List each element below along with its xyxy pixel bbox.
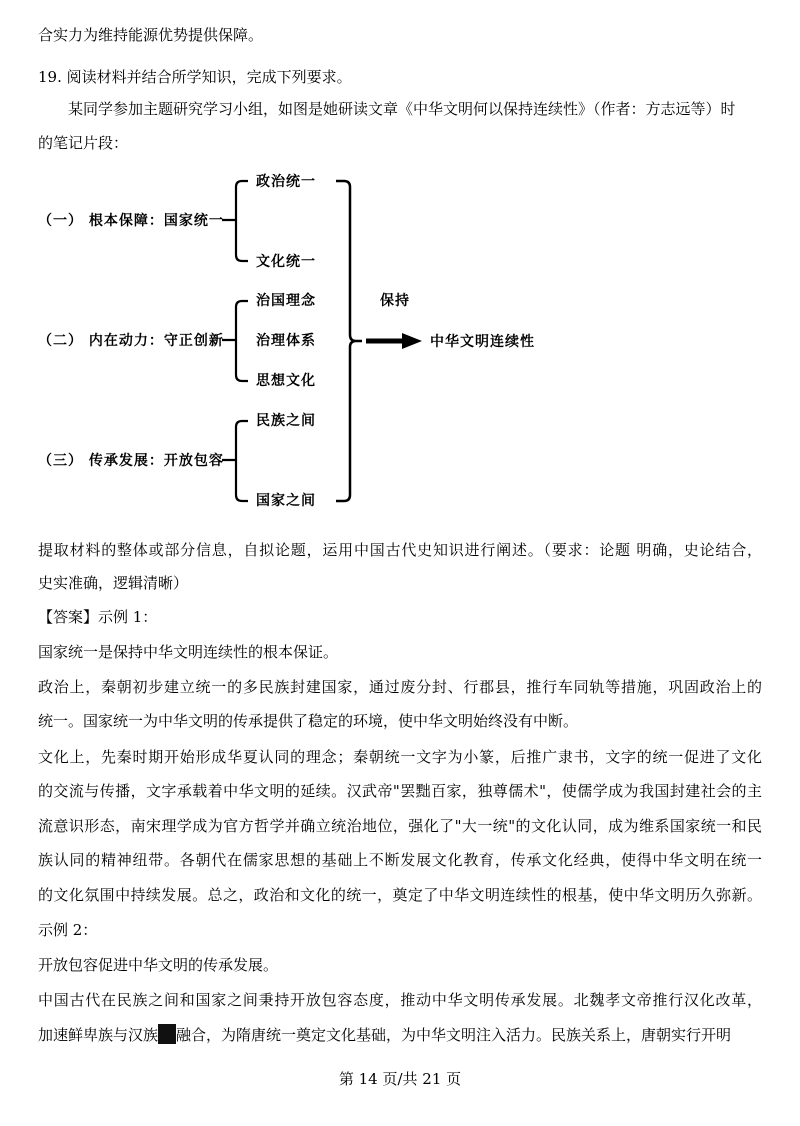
redaction-block bbox=[158, 1024, 176, 1044]
group1-item: 文化统一 bbox=[256, 254, 316, 270]
group2-label: （二） 内在动力：守正创新 bbox=[38, 333, 224, 349]
answer-paragraph-line: 族认同的精神纽带。各朝代在儒家思想的基础上不断发展文化教育，传承文化经典，使得中华文明在统一 bbox=[38, 851, 762, 869]
text-segment: 融合，为隋唐统一奠定文化基础，为中华文明注入活力。民族关系上，唐朝实行开明 bbox=[176, 1026, 732, 1044]
page-footer: 第 14 页/共 21 页 bbox=[338, 1070, 462, 1088]
answer-thesis-2: 开放包容促进中华文明的传承发展。 bbox=[38, 956, 279, 974]
answer-paragraph-line: 统一。国家统一为中华文明的传承提供了稳定的环境，使中华文明始终没有中断。 bbox=[38, 712, 579, 730]
group3-label: （三） 传承发展：开放包容 bbox=[38, 453, 224, 469]
question-number: 19. 阅读材料并结合所学知识，完成下列要求。 bbox=[38, 68, 352, 86]
question-intro-cont: 的笔记片段： bbox=[38, 134, 129, 152]
group1-label: （一） 根本保障：国家统一 bbox=[38, 213, 224, 229]
target-label: 中华文明连续性 bbox=[430, 334, 535, 350]
arrowhead-icon bbox=[402, 333, 422, 349]
answer-label: 【答案】示例 1： bbox=[38, 608, 158, 626]
group2-item: 治理体系 bbox=[256, 333, 316, 349]
answer-paragraph-line: 中国古代在民族之间和国家之间秉持开放包容态度，推动中华文明传承发展。北魏孝文帝推行汉化改革， bbox=[38, 991, 762, 1009]
answer-paragraph-line: 政治上，秦朝初步建立统一的多民族封建国家，通过废分封、行郡县，推行车同轨等措施，巩固政治上的 bbox=[38, 678, 762, 696]
keep-label: 保持 bbox=[380, 293, 410, 309]
answer-paragraph-line: 的文化氛围中持续发展。总之，政治和文化的统一，奠定了中华文明连续性的根基，使中华文明历久弥新。 bbox=[38, 886, 762, 904]
group1-item: 政治统一 bbox=[256, 174, 316, 190]
text-segment: 加速鲜卑族与汉族 bbox=[38, 1026, 159, 1044]
answer-paragraph-line: 文化上，先秦时期开始形成华夏认同的理念；秦朝统一文字为小篆，后推广隶书，文字的统一促进了文化 bbox=[38, 748, 762, 766]
answer-paragraph-line bbox=[38, 1024, 731, 1045]
answer-paragraph-line: 流意识形态，南宋理学成为官方哲学并确立统治地位，强化了"大一统"的文化认同，成为维系国家统一和民 bbox=[38, 817, 762, 835]
main-bracket bbox=[336, 181, 362, 501]
group3-bracket bbox=[222, 421, 248, 501]
group1-bracket bbox=[222, 181, 248, 261]
answer-paragraph-line: 的交流与传播，文字承载着中华文明的延续。汉武帝"罢黜百家，独尊儒术"，使儒学成为我国封建社会的主 bbox=[38, 782, 762, 800]
group2-item: 治国理念 bbox=[256, 293, 316, 309]
text-line: 合实力为维持能源优势提供保障。 bbox=[38, 26, 264, 44]
group3-item: 民族之间 bbox=[256, 413, 316, 429]
notes-diagram bbox=[36, 165, 596, 515]
example-2-label: 示例 2： bbox=[38, 921, 98, 939]
group3-item: 国家之间 bbox=[256, 493, 316, 509]
group2-item: 思想文化 bbox=[256, 373, 316, 389]
answer-thesis-1: 国家统一是保持中华文明连续性的根本保证。 bbox=[38, 643, 339, 661]
requirement-text: 提取材料的整体或部分信息，自拟论题，运用中国古代史知识进行阐述。（要求：论题 明确，史论结合， bbox=[38, 541, 762, 559]
question-intro: 某同学参加主题研究学习小组，如图是她研读文章《中华文明何以保持连续性》（作者：方志远等）时 bbox=[68, 100, 736, 118]
requirement-text-cont: 史实准确，逻辑清晰） bbox=[38, 574, 189, 592]
group2-bracket bbox=[222, 301, 248, 381]
